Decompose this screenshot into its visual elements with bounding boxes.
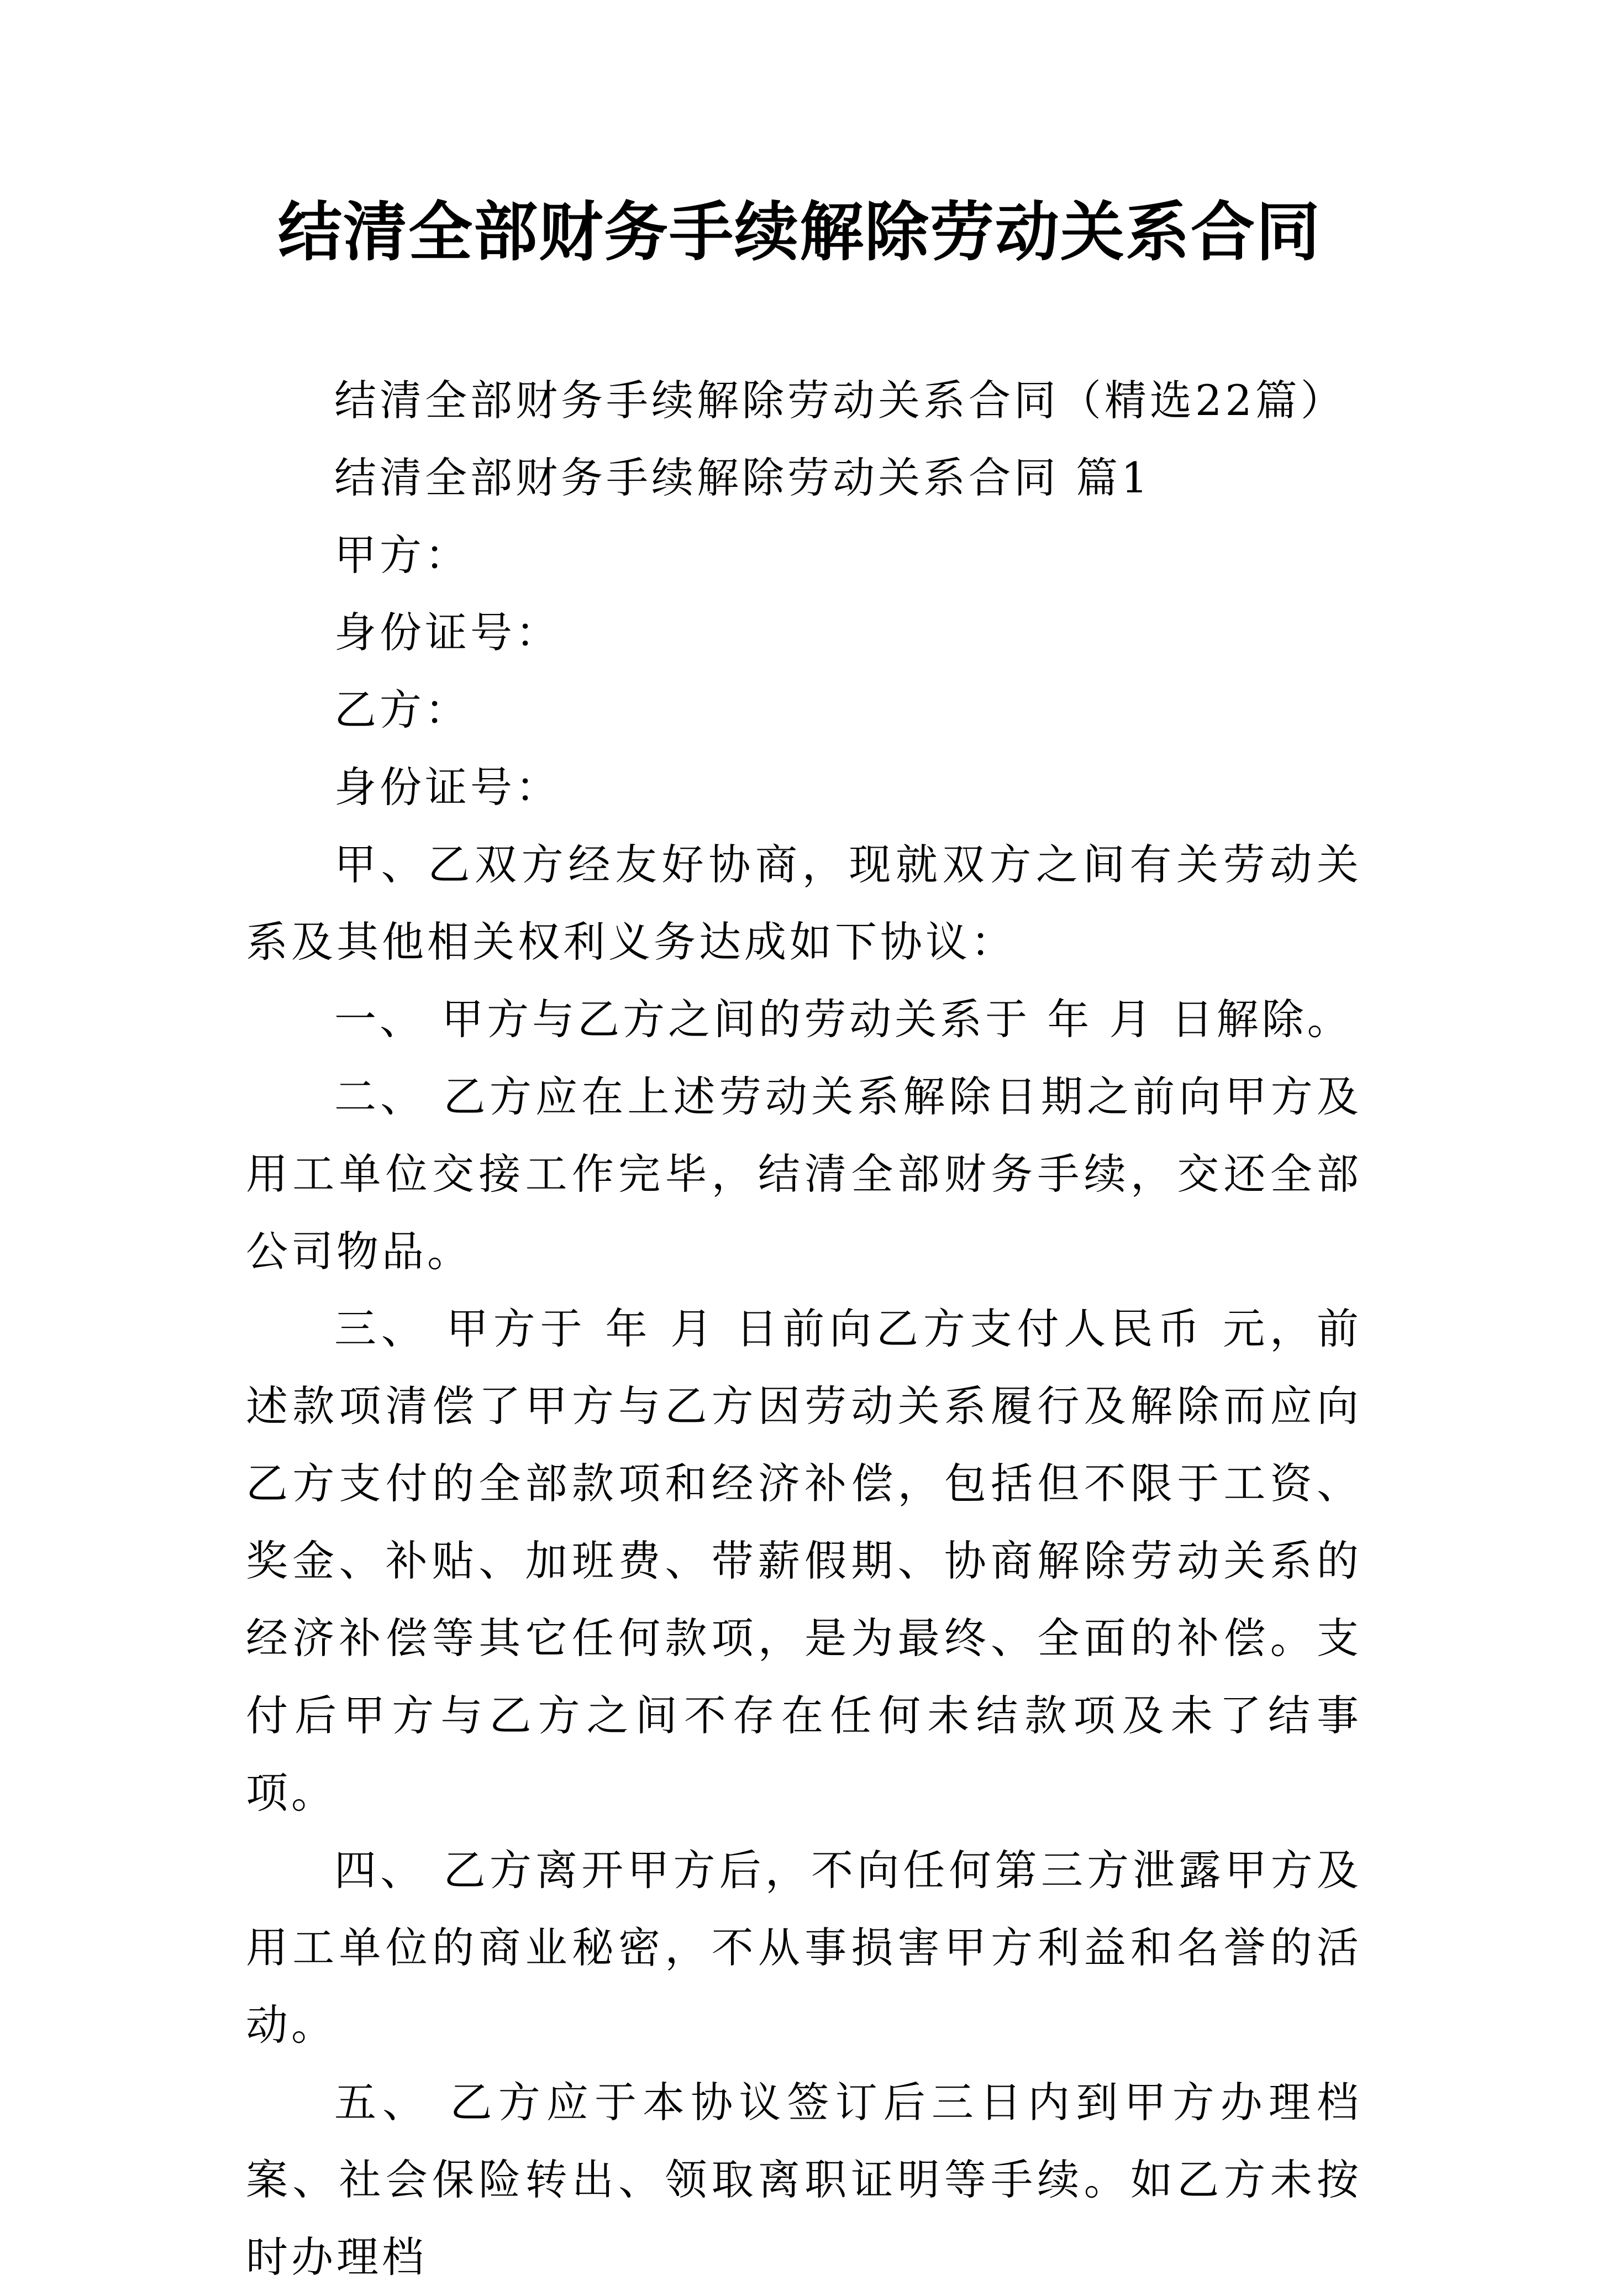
paragraph-party-b: 乙方： [334, 685, 470, 734]
paragraph-party-a-id: 身份证号： [334, 608, 561, 657]
paragraph-clause-3: 三、 甲方于 年 月 日前向乙方支付人民币 元，前述款项清偿了甲方与乙方因劳动关系履行及解除而应向乙方支付的全部款项和经济补偿，包括但不限于工资、奖金、补贴、加班费、带薪假期、协商解除劳动关系的经济补偿等其它任何款项，是为最终、全面的补偿。支付后甲方与乙方之间不存在任何未结款项及未了结事项。 [246, 1304, 1362, 1817]
paragraph-clause-5: 五、 乙方应于本协议签订后三日内到甲方办理档案、社会保险转出、领取离职证明等手续。如乙方未按时办理档 [246, 2078, 1362, 2282]
paragraph-preamble: 甲、乙双方经友好协商，现就双方之间有关劳动关系及其他相关权利义务达成如下协议： [246, 840, 1362, 966]
paragraph-section-heading: 结清全部财务手续解除劳动关系合同 篇1 [334, 453, 1151, 502]
document-title: 结清全部财务手续解除劳动关系合同 [278, 195, 1321, 270]
paragraph-clause-2: 二、 乙方应在上述劳动关系解除日期之前向甲方及用工单位交接工作完毕，结清全部财务手续，交还全部公司物品。 [246, 1072, 1362, 1276]
paragraph-clause-4: 四、 乙方离开甲方后，不向任何第三方泄露甲方及用工单位的商业秘密，不从事损害甲方利益和名誉的活动。 [246, 1846, 1362, 2050]
paragraph-clause-1: 一、 甲方与乙方之间的劳动关系于 年 月 日解除。 [334, 995, 1353, 1044]
paragraph-party-b-id: 身份证号： [334, 763, 561, 812]
paragraph-subtitle: 结清全部财务手续解除劳动关系合同（精选22篇） [334, 376, 1346, 425]
paragraph-party-a: 甲方： [334, 530, 470, 580]
document-body [246, 362, 1362, 2296]
